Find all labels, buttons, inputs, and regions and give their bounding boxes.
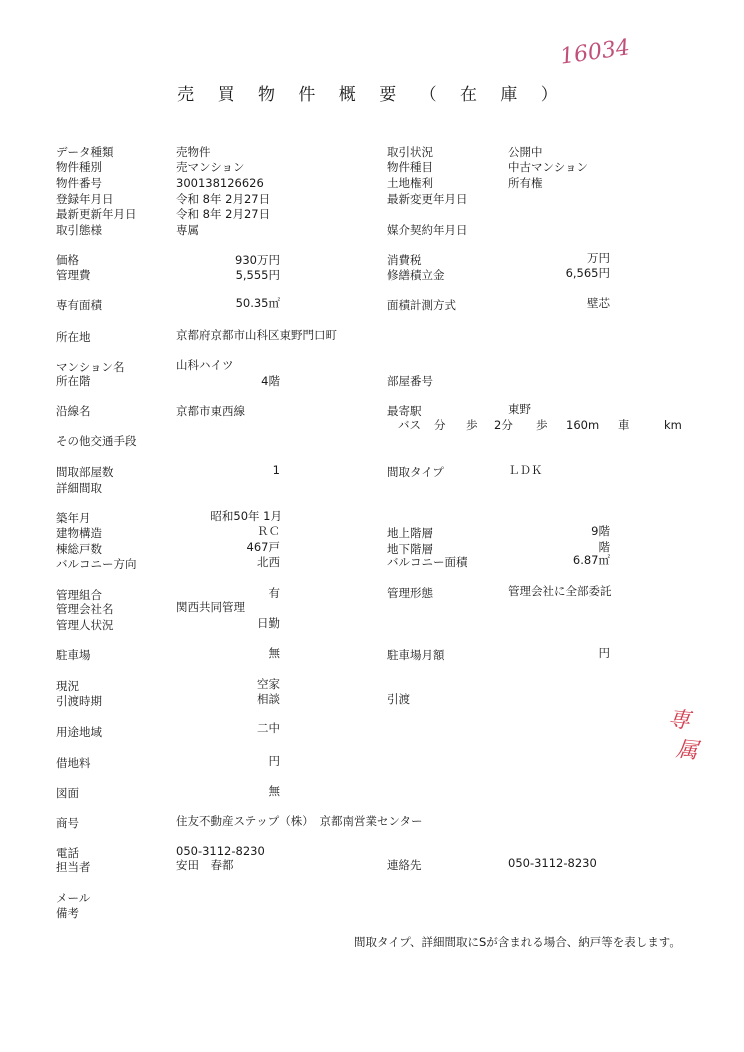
value-balcony-area: 6.87㎡ — [572, 553, 610, 567]
label-land-lease-fee: 借地料 — [56, 756, 91, 770]
label-layout-detail: 詳細間取 — [56, 481, 102, 495]
label-property-number: 物件番号 — [56, 176, 102, 190]
value-total-units: 467戸 — [246, 540, 280, 554]
label-walk-2: 歩 — [536, 418, 548, 432]
label-exclusive-area: 専有面積 — [56, 298, 102, 312]
label-contact: 連絡先 — [387, 858, 422, 872]
label-floors-above: 地上階層 — [387, 526, 433, 540]
value-management-association: 有 — [268, 586, 280, 600]
value-km: km — [664, 418, 682, 432]
value-land-rights: 所有権 — [508, 176, 543, 190]
value-distance: 160m — [566, 418, 600, 432]
label-room-number: 部屋番号 — [387, 374, 433, 388]
value-mansion-name: 山科ハイツ — [176, 358, 234, 372]
label-latest-change-date: 最新変更年月日 — [387, 192, 468, 206]
value-structure: ＲＣ — [257, 524, 280, 538]
value-consumption-tax: 万円 — [587, 251, 610, 265]
handwritten-note-line1: 専 — [666, 706, 692, 735]
label-structure: 建物構造 — [56, 526, 102, 540]
value-parking-fee: 円 — [598, 646, 610, 660]
label-handover-time: 引渡時期 — [56, 694, 102, 708]
value-zoning: 二中 — [257, 721, 280, 735]
value-management-company: 関西共同管理 — [176, 600, 245, 614]
footer-note: 間取タイプ、詳細間取にSが含まれる場合、納戸等を表します。 — [354, 935, 681, 949]
value-property-number: 300138126626 — [176, 176, 264, 190]
label-management-company: 管理会社名 — [56, 602, 114, 616]
value-transaction-mode: 専属 — [176, 223, 199, 237]
value-management-fee: 5,555円 — [235, 268, 280, 282]
label-brokerage-contract-date: 媒介契約年月日 — [387, 223, 468, 237]
value-walk-min: 2分 — [494, 418, 513, 432]
value-property-type: 売マンション — [176, 160, 245, 174]
label-built: 築年月 — [56, 511, 91, 525]
value-line-name: 京都市東西線 — [176, 404, 245, 418]
label-parking-fee: 駐車場月額 — [387, 648, 445, 662]
value-floors-below: 階 — [598, 540, 610, 554]
label-walk: 歩 — [466, 418, 478, 432]
handwritten-note-line2: 属 — [674, 736, 700, 765]
label-repair-reserve: 修繕積立金 — [387, 268, 445, 282]
label-line-name: 沿線名 — [56, 404, 91, 418]
value-floors-above: 9階 — [591, 524, 610, 538]
label-remarks: 備考 — [56, 906, 79, 920]
label-transaction-mode: 取引態様 — [56, 223, 102, 237]
label-land-rights: 土地権利 — [387, 176, 433, 190]
label-balcony-area: バルコニー面積 — [387, 555, 468, 569]
label-bus-min: 分 — [434, 418, 446, 432]
label-trade-status: 取引状況 — [387, 145, 433, 159]
handwritten-stamp-number: 16034 — [558, 35, 632, 70]
label-handover: 引渡 — [387, 692, 410, 706]
label-property-type: 物件種別 — [56, 160, 102, 174]
value-balcony-direction: 北西 — [257, 555, 280, 569]
value-trade-status: 公開中 — [508, 145, 543, 159]
label-company: 商号 — [56, 816, 79, 830]
label-floor: 所在階 — [56, 374, 91, 388]
value-phone: 050-3112-8230 — [176, 844, 265, 858]
label-manager-status: 管理人状況 — [56, 618, 114, 632]
value-data-type: 売物件 — [176, 145, 211, 159]
label-room-count: 間取部屋数 — [56, 465, 114, 479]
value-exclusive-area: 50.35㎡ — [235, 296, 280, 310]
label-updated-date: 最新更新年月日 — [56, 207, 137, 221]
value-current-status: 空家 — [257, 677, 280, 691]
label-layout-type: 間取タイプ — [387, 465, 444, 479]
value-nearest-station: 東野 — [508, 402, 531, 416]
value-registered-date: 令和 8年 2月27日 — [176, 192, 271, 206]
label-other-transport: その他交通手段 — [56, 434, 137, 448]
label-management-fee: 管理費 — [56, 268, 91, 282]
label-total-units: 棟総戸数 — [56, 542, 102, 556]
value-room-count: 1 — [272, 463, 280, 477]
label-property-item: 物件種目 — [387, 160, 433, 174]
value-contact: 050-3112-8230 — [508, 856, 597, 870]
label-bus: バス — [398, 418, 421, 432]
label-zoning: 用途地域 — [56, 725, 102, 739]
value-property-item: 中古マンション — [508, 160, 588, 174]
label-drawing: 図面 — [56, 786, 79, 800]
label-mansion-name: マンション名 — [56, 360, 125, 374]
label-price: 価格 — [56, 253, 79, 267]
value-repair-reserve: 6,565円 — [565, 266, 610, 280]
label-current-status: 現況 — [56, 679, 79, 693]
label-management-type: 管理形態 — [387, 586, 433, 600]
label-data-type: データ種類 — [56, 145, 114, 159]
document-title: 売 買 物 件 概 要 （ 在 庫 ） — [177, 85, 567, 105]
value-layout-type: ＬＤＫ — [508, 463, 543, 477]
value-area-method: 壁芯 — [587, 296, 610, 310]
value-updated-date: 令和 8年 2月27日 — [176, 207, 271, 221]
value-car: 車 — [618, 418, 630, 432]
value-location: 京都府京都市山科区東野門口町 — [176, 328, 337, 342]
label-person: 担当者 — [56, 860, 91, 874]
label-consumption-tax: 消費税 — [387, 253, 422, 267]
label-email: メール — [56, 891, 91, 905]
label-location: 所在地 — [56, 330, 91, 344]
label-management-association: 管理組合 — [56, 588, 102, 602]
label-parking: 駐車場 — [56, 648, 91, 662]
label-balcony-direction: バルコニー方向 — [56, 557, 137, 571]
label-nearest-station: 最寄駅 — [387, 404, 422, 418]
value-management-type: 管理会社に全部委託 — [508, 584, 612, 598]
value-manager-status: 日勤 — [257, 616, 280, 630]
value-price: 930万円 — [235, 253, 280, 267]
value-drawing: 無 — [268, 784, 280, 798]
label-phone: 電話 — [56, 846, 79, 860]
label-registered-date: 登録年月日 — [56, 192, 114, 206]
value-built: 昭和50年 1月 — [210, 509, 282, 523]
label-area-method: 面積計測方式 — [387, 298, 456, 312]
label-floors-below: 地下階層 — [387, 542, 433, 556]
value-person: 安田 春都 — [176, 858, 234, 872]
value-parking: 無 — [268, 646, 280, 660]
value-company: 住友不動産ステップ（株） 京都南営業センター — [176, 814, 423, 828]
value-floor: 4階 — [261, 374, 280, 388]
value-handover-time: 相談 — [257, 692, 280, 706]
value-land-lease-fee: 円 — [268, 754, 280, 768]
